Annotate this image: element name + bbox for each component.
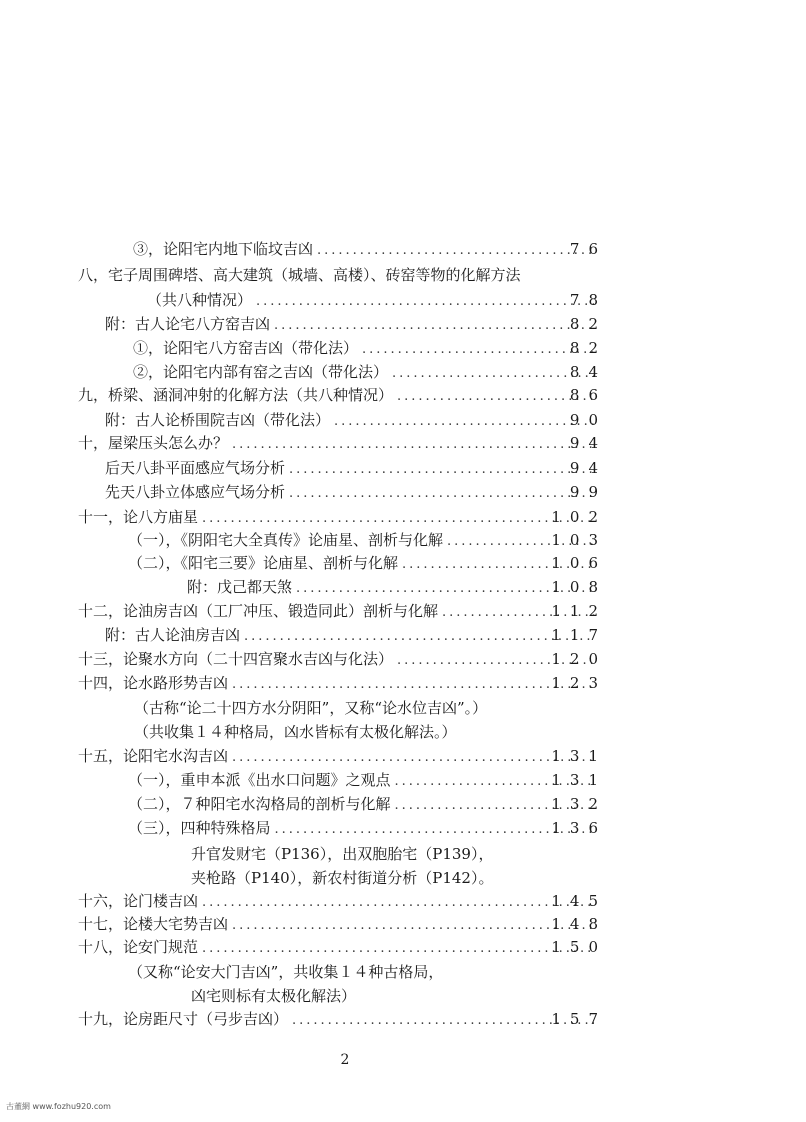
toc-entry-page: 131 (551, 747, 607, 765)
toc-leader-dots (202, 893, 594, 913)
toc-note-text: 夹枪路（P140），新农村街道分析（P142）。 (191, 869, 494, 887)
toc-leader-dots (202, 509, 594, 529)
toc-entry[interactable] (78, 433, 607, 455)
toc-entry-title: 十六，论门楼吉凶 (78, 892, 199, 910)
toc-note-text: （古称“论二十四方水分阴阳”，又称“论水位吉凶”。） (134, 699, 488, 717)
toc-entry-title: 十三，论聚水方向（二十四宫聚水吉凶与化法） (78, 650, 394, 668)
toc-note (191, 868, 493, 888)
toc-entry-page: 94 (569, 434, 607, 452)
toc-entry[interactable] (105, 482, 607, 504)
toc-leader-dots (232, 748, 594, 768)
toc-note (134, 722, 457, 742)
toc-entry[interactable] (128, 553, 607, 575)
toc-entry[interactable] (105, 410, 607, 432)
toc-entry-title: 十二，论油房吉凶（工厂冲压、锻造同此）剖析与化解 (78, 602, 439, 620)
toc-note-text: （共收集１４种格局，凶水皆标有太极化解法。） (134, 723, 457, 741)
toc-entry-page: 108 (551, 578, 607, 596)
toc-entry[interactable] (78, 914, 607, 936)
toc-entry-title: 后天八卦平面感应气场分析 (105, 459, 286, 477)
toc-entry[interactable] (78, 601, 607, 623)
toc-entry-page: 82 (569, 315, 607, 333)
toc-entry-page: 132 (551, 795, 607, 813)
toc-leader-dots (256, 292, 594, 312)
toc-entry[interactable] (133, 338, 607, 360)
toc-entry-page: 148 (551, 915, 607, 933)
toc-entry-title: （三），四种特殊格局 (128, 819, 271, 837)
toc-note-text: （又称“论安大门吉凶”，共收集１４种古格局， (128, 963, 444, 981)
page-number: 2 (340, 1052, 350, 1068)
toc-entry-page: 94 (569, 459, 607, 477)
toc-entry-page: 131 (551, 771, 607, 789)
toc-note (191, 986, 356, 1006)
toc-entry-page: 82 (569, 339, 607, 357)
footer-watermark[interactable]: 古董網 www.fozhu920.com (6, 1102, 111, 1111)
toc-entry-page: 76 (569, 240, 607, 258)
toc-entry-title: ②，论阳宅内部有窑之吉凶（带化法） (133, 363, 389, 381)
toc-entry-title: 十五，论阳宅水沟吉凶 (78, 747, 229, 765)
toc-entry[interactable] (78, 265, 521, 285)
toc-entry[interactable] (105, 625, 607, 647)
toc-entry-page: 112 (551, 602, 607, 620)
toc-entry-page: 123 (551, 674, 607, 692)
toc-entry-title: （一），《阴阳宅大全真传》论庙星、剖析与化解 (128, 531, 444, 549)
toc-entry-page: 120 (551, 650, 607, 668)
toc-entry-page: 102 (551, 508, 607, 526)
toc-entry[interactable] (187, 577, 607, 599)
toc-note (134, 698, 487, 718)
toc-entry-title: 九，桥梁、涵洞冲射的化解方法（共八种情况） (78, 386, 394, 404)
toc-entry-page: 86 (569, 386, 607, 404)
toc-leader-dots (244, 627, 594, 647)
toc-entry[interactable] (147, 290, 607, 312)
toc-leader-dots (232, 435, 594, 455)
toc-entry-title: 十九，论房距尺寸（弓步吉凶） (78, 1010, 289, 1028)
toc-entry[interactable] (128, 794, 607, 816)
toc-entry-title: 十四，论水路形势吉凶 (78, 674, 229, 692)
toc-leader-dots (202, 939, 594, 959)
toc-leader-dots (275, 820, 594, 840)
toc-entry[interactable] (78, 891, 607, 913)
toc-entry-page: 103 (551, 531, 607, 549)
toc-leader-dots (232, 675, 594, 695)
toc-entry-page: 145 (551, 892, 607, 910)
toc-entry-title: ③，论阳宅内地下临坟吉凶 (133, 240, 314, 258)
toc-note-text: 升官发财宅（P136），出双胞胎宅（P139）， (191, 845, 494, 863)
toc-entry[interactable] (78, 507, 607, 529)
toc-entry-title: （二），７种阳宅水沟格局的剖析与化解 (128, 795, 391, 813)
toc-entry-page: 117 (551, 626, 607, 644)
toc-entry[interactable] (133, 239, 607, 261)
toc-entry-title: 先天八卦立体感应气场分析 (105, 483, 286, 501)
toc-entry-title: 十，屋梁压头怎么办？ (78, 434, 229, 452)
toc-entry-page: 150 (551, 938, 607, 956)
toc-entry-page: 78 (569, 291, 607, 309)
toc-entry[interactable] (128, 818, 607, 840)
toc-entry-title: 八，宅子周围碑塔、高大建筑（城墙、高楼）、砖窑等物的化解方法 (78, 266, 521, 284)
toc-leader-dots (274, 316, 594, 336)
toc-entry[interactable] (78, 746, 607, 768)
toc-entry-title: 附：古人论宅八方窑吉凶 (105, 315, 271, 333)
toc-entry-title: 十八，论安门规范 (78, 938, 199, 956)
toc-entry-title: （一），重申本派《出水口问题》之观点 (128, 771, 391, 789)
toc-entry[interactable] (105, 314, 607, 336)
toc-entry-page: 106 (551, 554, 607, 572)
toc-entry[interactable] (105, 458, 607, 480)
toc-entry-page: 90 (569, 411, 607, 429)
toc-entry[interactable] (128, 530, 607, 552)
toc-entry-title: 附：戊己都天煞 (187, 578, 293, 596)
toc-entry-title: 附：古人论油房吉凶 (105, 626, 241, 644)
toc-note (128, 962, 443, 982)
toc-entry-page: 99 (569, 483, 607, 501)
toc-note-text: 凶宅则标有太极化解法） (191, 987, 357, 1005)
toc-entry[interactable] (78, 649, 607, 671)
toc-entry[interactable] (78, 673, 607, 695)
toc-entry[interactable] (78, 937, 607, 959)
toc-entry-title: 附：古人论桥围院吉凶（带化法） (105, 411, 331, 429)
toc-entry[interactable] (128, 770, 607, 792)
toc-entry-title: 十一，论八方庙星 (78, 508, 199, 526)
toc-note (191, 844, 493, 864)
toc-leader-dots (232, 916, 594, 936)
toc-entry-title: （共八种情况） (147, 291, 253, 309)
toc-entry-title: （二），《阳宅三要》论庙星、剖析与化解 (128, 554, 399, 572)
toc-entry-title: ①，论阳宅八方窑吉凶（带化法） (133, 339, 359, 357)
toc-entry[interactable] (133, 362, 607, 384)
toc-entry-page: 157 (551, 1010, 607, 1028)
toc-entry-page: 84 (569, 363, 607, 381)
toc-entry[interactable] (78, 385, 607, 407)
toc-entry[interactable] (78, 1009, 607, 1031)
toc-entry-title: 十七，论楼大宅势吉凶 (78, 915, 229, 933)
toc-entry-page: 136 (551, 819, 607, 837)
